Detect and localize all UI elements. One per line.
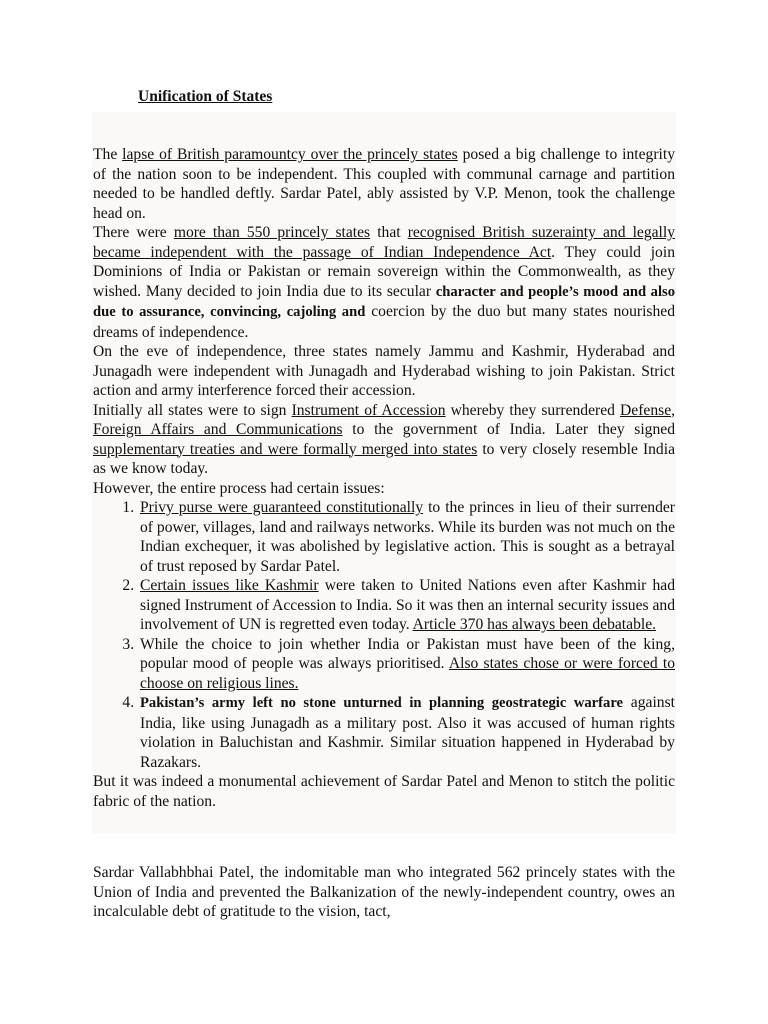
text-run: However, the entire process had certain issues: bbox=[93, 479, 385, 497]
paragraph-instrument-of-accession bbox=[93, 401, 675, 479]
bold-phrase: Pakistan’s army left no stone unturned in planning geostrategic warfare bbox=[140, 695, 624, 711]
underlined-phrase: supplementary treaties and were formally merged into states bbox=[93, 440, 478, 458]
document-body bbox=[93, 145, 675, 811]
text-run: coercion by the duo but many states nourished dreams of independence. bbox=[93, 303, 675, 341]
issues-list bbox=[93, 498, 675, 772]
paragraph-issues-intro bbox=[93, 479, 675, 499]
text-run: On the eve of independence, three states namely Jammu and Kashmir, Hyderabad and Junagadh were independent with Junagadh and Hyderabad wishing to join Pakistan. Strict action and army interference forced their accession. bbox=[93, 343, 675, 399]
text-run: Sardar Vallabhbhai Patel, the indomitable man who integrated 562 princely states with the Union of India and prevented the Balkanization of the newly-independent country, owes an incalculable debt of gratitude to the vision, tact, bbox=[93, 864, 675, 920]
text-run: posed a big challenge to integrity of the nation soon to be independent. This coupled with communal carnage and partition needed to be handled deftly. Sardar Patel, ably assisted by V.P. Menon, took the challenge head on. bbox=[93, 146, 675, 222]
text-run: There were bbox=[93, 224, 174, 241]
paragraph-sardar-patel bbox=[93, 863, 675, 922]
paragraph-eve-of-independence bbox=[93, 342, 675, 401]
text-run: to the government of India. Later they signed bbox=[342, 421, 675, 438]
text-run: against India, like using Junagadh as a military post. Also it was accused of human rights violation in Baluchistan and Kashmir. Similar situation happened in Hyderabad by Razakars. bbox=[140, 694, 675, 771]
text-run: to the princes in lieu of their surrender of power, villages, land and railways networks. While its burden was not much on the Indian exchequer, it was abolished by legislative action. This is sought as a betrayal of trust reposed by Sardar Patel. bbox=[140, 499, 675, 575]
underlined-phrase: Also states chose or were forced to choose on religious lines. bbox=[140, 655, 675, 692]
underlined-phrase: Defense, Foreign Affairs and Communications bbox=[93, 401, 676, 438]
underlined-phrase: Instrument of Accession bbox=[291, 401, 446, 419]
document-tail bbox=[93, 863, 675, 922]
paragraph-conclusion bbox=[93, 772, 675, 811]
underlined-phrase: Article 370 has always been debatable. bbox=[412, 616, 657, 633]
paragraph-princely-states bbox=[93, 223, 675, 342]
text-run: But it was indeed a monumental achievement of Sardar Patel and Menon to stitch the politic fabric of the nation. bbox=[93, 773, 675, 810]
page-title: Unification of States bbox=[138, 88, 273, 105]
list-item bbox=[138, 693, 675, 772]
list-item bbox=[138, 635, 675, 694]
text-run: that bbox=[370, 224, 408, 241]
text-run: . They could join Dominions of India or Pakistan or remain sovereign within the Commonwealth, as they wished. Many decided to join India due to its secular bbox=[93, 243, 675, 300]
underlined-phrase: more than 550 princely states bbox=[173, 224, 371, 241]
paragraph-paramountcy bbox=[93, 145, 675, 223]
underlined-phrase: lapse of British paramountcy over the princely states bbox=[122, 146, 458, 163]
bold-phrase: character and people’s mood and also due to assurance, convincing, cajoling and bbox=[93, 283, 675, 320]
text-run: While the choice to join whether India or Pakistan must have been of the king, popular mood of people was always prioritised. bbox=[140, 635, 675, 672]
text-run: to very closely resemble India as we know today. bbox=[93, 440, 675, 477]
list-item bbox=[138, 576, 675, 635]
list-item bbox=[138, 498, 675, 576]
text-run: whereby they surrendered bbox=[445, 401, 621, 419]
underlined-phrase: Privy purse were guaranteed constitutionally bbox=[140, 499, 424, 516]
text-run: The bbox=[93, 146, 123, 163]
underlined-phrase: recognised British suzerainty and legally became independent with the passage of Indian Independence Act bbox=[93, 224, 676, 261]
text-run: were taken to United Nations even after Kashmir had signed Instrument of Accession to India. So it was then an internal security issues and involvement of UN is regretted even today. bbox=[140, 577, 675, 633]
text-run: Initially all states were to sign bbox=[93, 401, 292, 419]
underlined-phrase: Certain issues like Kashmir bbox=[140, 577, 319, 594]
